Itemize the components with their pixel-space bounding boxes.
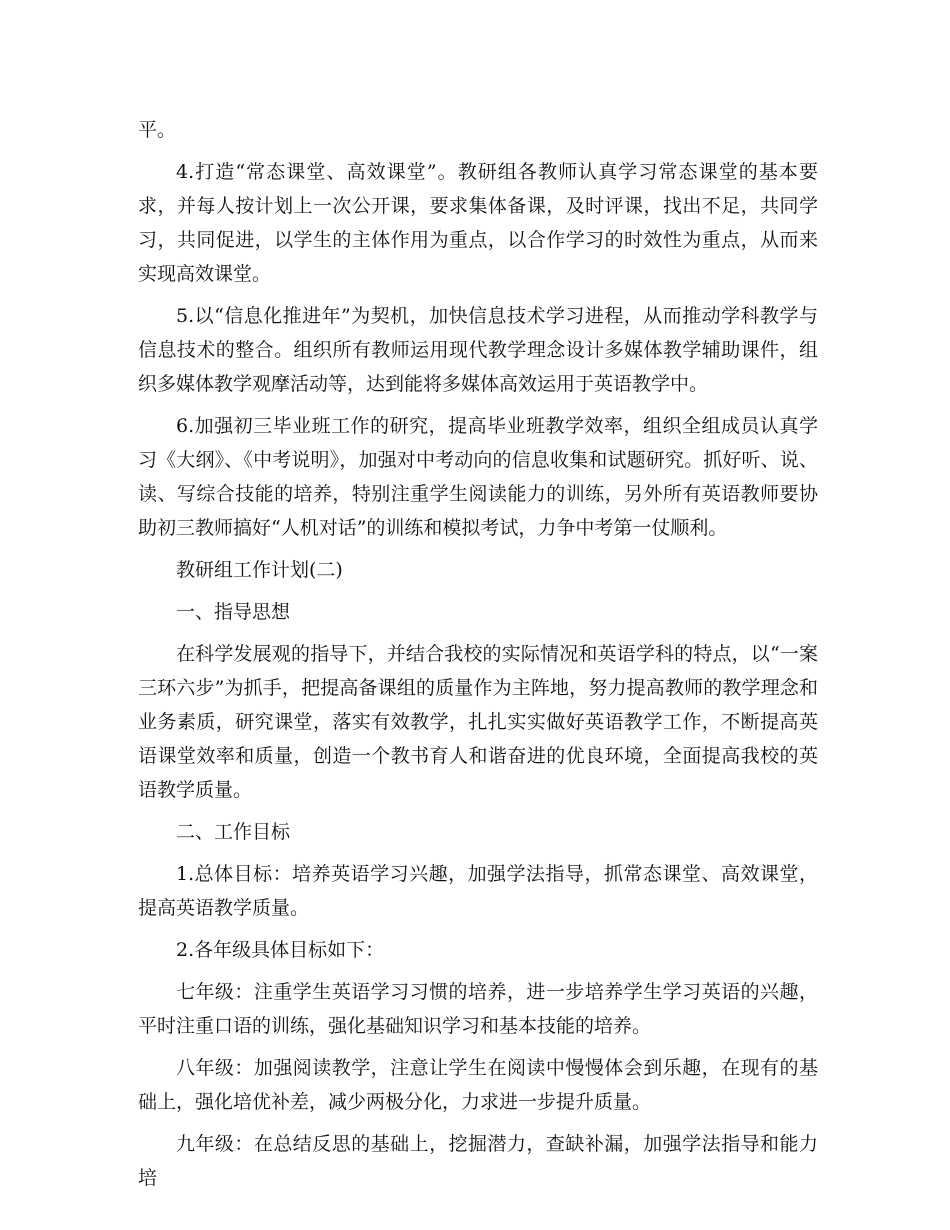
paragraph-grade-7: 七年级：注重学生英语学习习惯的培养，进一步培养学生学习英语的兴趣，平时注重口语的训练，强化基础知识学习和基本技能的培养。	[138, 981, 818, 1037]
paragraph-item-5: 5.以“信息化推进年”为契机，加快信息技术学习进程，从而推动学科教学与信息技术的整合。组织所有教师运用现代教学理念设计多媒体教学辅助课件，组织多媒体教学观摩活动等，达到能将多媒体高效运用于英语教学中。	[138, 305, 818, 395]
paragraph-overall-goal: 1.总体目标：培养英语学习兴趣，加强学法指导，抓常态课堂、高效课堂，提高英语教学质量。	[138, 863, 818, 919]
paragraph-grade-8: 八年级：加强阅读教学，注意让学生在阅读中慢慢体会到乐趣，在现有的基础上，强化培优补差，减少两极分化，力求进一步提升质量。	[138, 1057, 818, 1113]
heading-guiding-ideology: 一、指导思想	[176, 601, 291, 623]
paragraph-item-4: 4.打造“常态课堂、高效课堂”。教研组各教师认真学习常态课堂的基本要求，并每人按计划上一次公开课，要求集体备课，及时评课，找出不足，共同学习，共同促进，以学生的主体作用为重点，以合作学习的时效性为重点，从而来实现高效课堂。	[138, 161, 818, 285]
section-title: 教研组工作计划(二)	[176, 559, 343, 581]
heading-work-goals: 二、工作目标	[176, 821, 291, 843]
paragraph-continuation: 平。	[138, 119, 177, 141]
paragraph-grade-9: 九年级：在总结反思的基础上，挖掘潜力，查缺补漏，加强学法指导和能力培	[138, 1133, 818, 1189]
document-page	[138, 113, 818, 1203]
paragraph-guiding-ideology: 在科学发展观的指导下，并结合我校的实际情况和英语学科的特点，以“一案三环六步”为抓手，把提高备课组的质量作为主阵地，努力提高教师的教学理念和业务素质，研究课堂，落实有效教学，扎扎实实做好英语教学工作，不断提高英语课堂效率和质量，创造一个教书育人和谐奋进的优良环境，全面提高我校的英语教学质量。	[138, 643, 818, 801]
paragraph-item-6: 6.加强初三毕业班工作的研究，提高毕业班教学效率，组织全组成员认真学习《大纲》、《中考说明》，加强对中考动向的信息收集和试题研究。抓好听、说、读、写综合技能的培养，特别注重学生阅读能力的训练，另外所有英语教师要协助初三教师搞好“人机对话”的训练和模拟考试，力争中考第一仗顺利。	[138, 415, 818, 539]
paragraph-grade-goals-intro: 2.各年级具体目标如下：	[176, 939, 385, 961]
